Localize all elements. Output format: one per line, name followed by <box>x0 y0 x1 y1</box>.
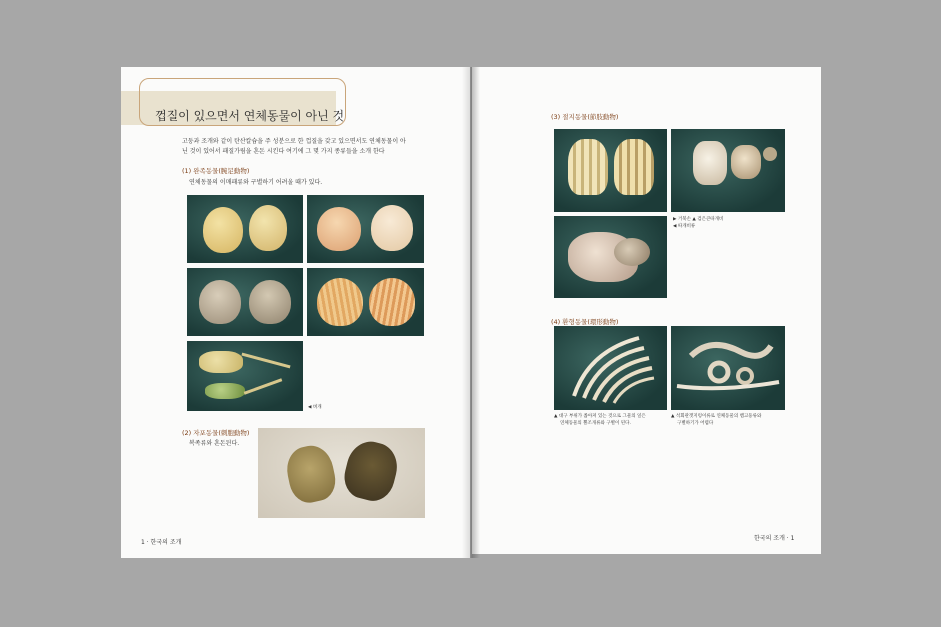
book-gutter <box>462 67 480 558</box>
section-1-heading: (1) 완족동물(腕足動物) <box>182 167 250 175</box>
cnidarian-photo <box>258 428 425 518</box>
tube-caption-2-line-2: 구별하기가 어렵다 <box>677 421 714 426</box>
lingula-photo <box>187 341 303 411</box>
page-title: 껍질이 있으면서 연체동물이 아닌 것 <box>155 109 345 123</box>
barnacle-caption-line-1: ▶ 거북손 ▲ 검은큰따개비 <box>673 217 724 222</box>
section-2-subtitle: 복족류와 혼돈된다. <box>189 440 240 447</box>
page-folio-left: 1 · 한국의 조개 <box>141 539 182 546</box>
tube-caption-1-line-2: 연체동물의 뿔조개류와 구별이 된다. <box>560 421 631 426</box>
tube-caption-1-line-1: ▲ 대구 부위가 좁아져 있는 것으로 그물의 일은 <box>554 414 646 419</box>
tube-caption-2-line-1: ▲ 석회관갯지렁이류로 연체동물의 뱀고둥류와 <box>671 414 762 419</box>
section-2-heading: (2) 자포동물(刺胞動物) <box>182 429 250 437</box>
intro-line-1: 고둥과 조개와 같이 탄산칼슘을 주 성분으로 한 껍질을 갖고 있으면서도 연체동물이 아 <box>182 138 406 145</box>
page-folio-right: 한국의 조개 · 1 <box>754 535 795 542</box>
intro-line-2: 닌 것이 있어서 패질가림을 혼돈 시킨다 여기에 그 몇 가지 종류들을 소개 한다 <box>182 148 385 155</box>
brachiopod-photo-1 <box>187 195 303 263</box>
lingula-caption: ◀ 벼개 <box>308 405 322 410</box>
brachiopod-photo-3 <box>187 268 303 336</box>
brachiopod-photo-2 <box>307 195 424 263</box>
barnacle-photo-1 <box>554 129 667 212</box>
brachiopod-photo-4 <box>307 268 424 336</box>
barnacle-photo-2 <box>671 129 785 212</box>
barnacle-photo-3 <box>554 216 667 298</box>
section-3-heading: (3) 절지동물(節肢動物) <box>551 113 619 121</box>
serpulid-tubes <box>671 326 785 410</box>
section-1-subtitle: 연체동물의 이매패류와 구별하기 어려울 때가 있다. <box>189 179 323 186</box>
barnacle-caption-line-2: ◀ 따개비류 <box>673 224 696 229</box>
tube-worm-photo-2 <box>671 326 785 410</box>
tube-worm-photo-1 <box>554 326 667 410</box>
tube-worm-shells <box>554 326 667 410</box>
left-page <box>121 67 470 558</box>
section-4-heading: (4) 환형동물(環形動物) <box>551 318 619 326</box>
right-page <box>472 67 821 554</box>
